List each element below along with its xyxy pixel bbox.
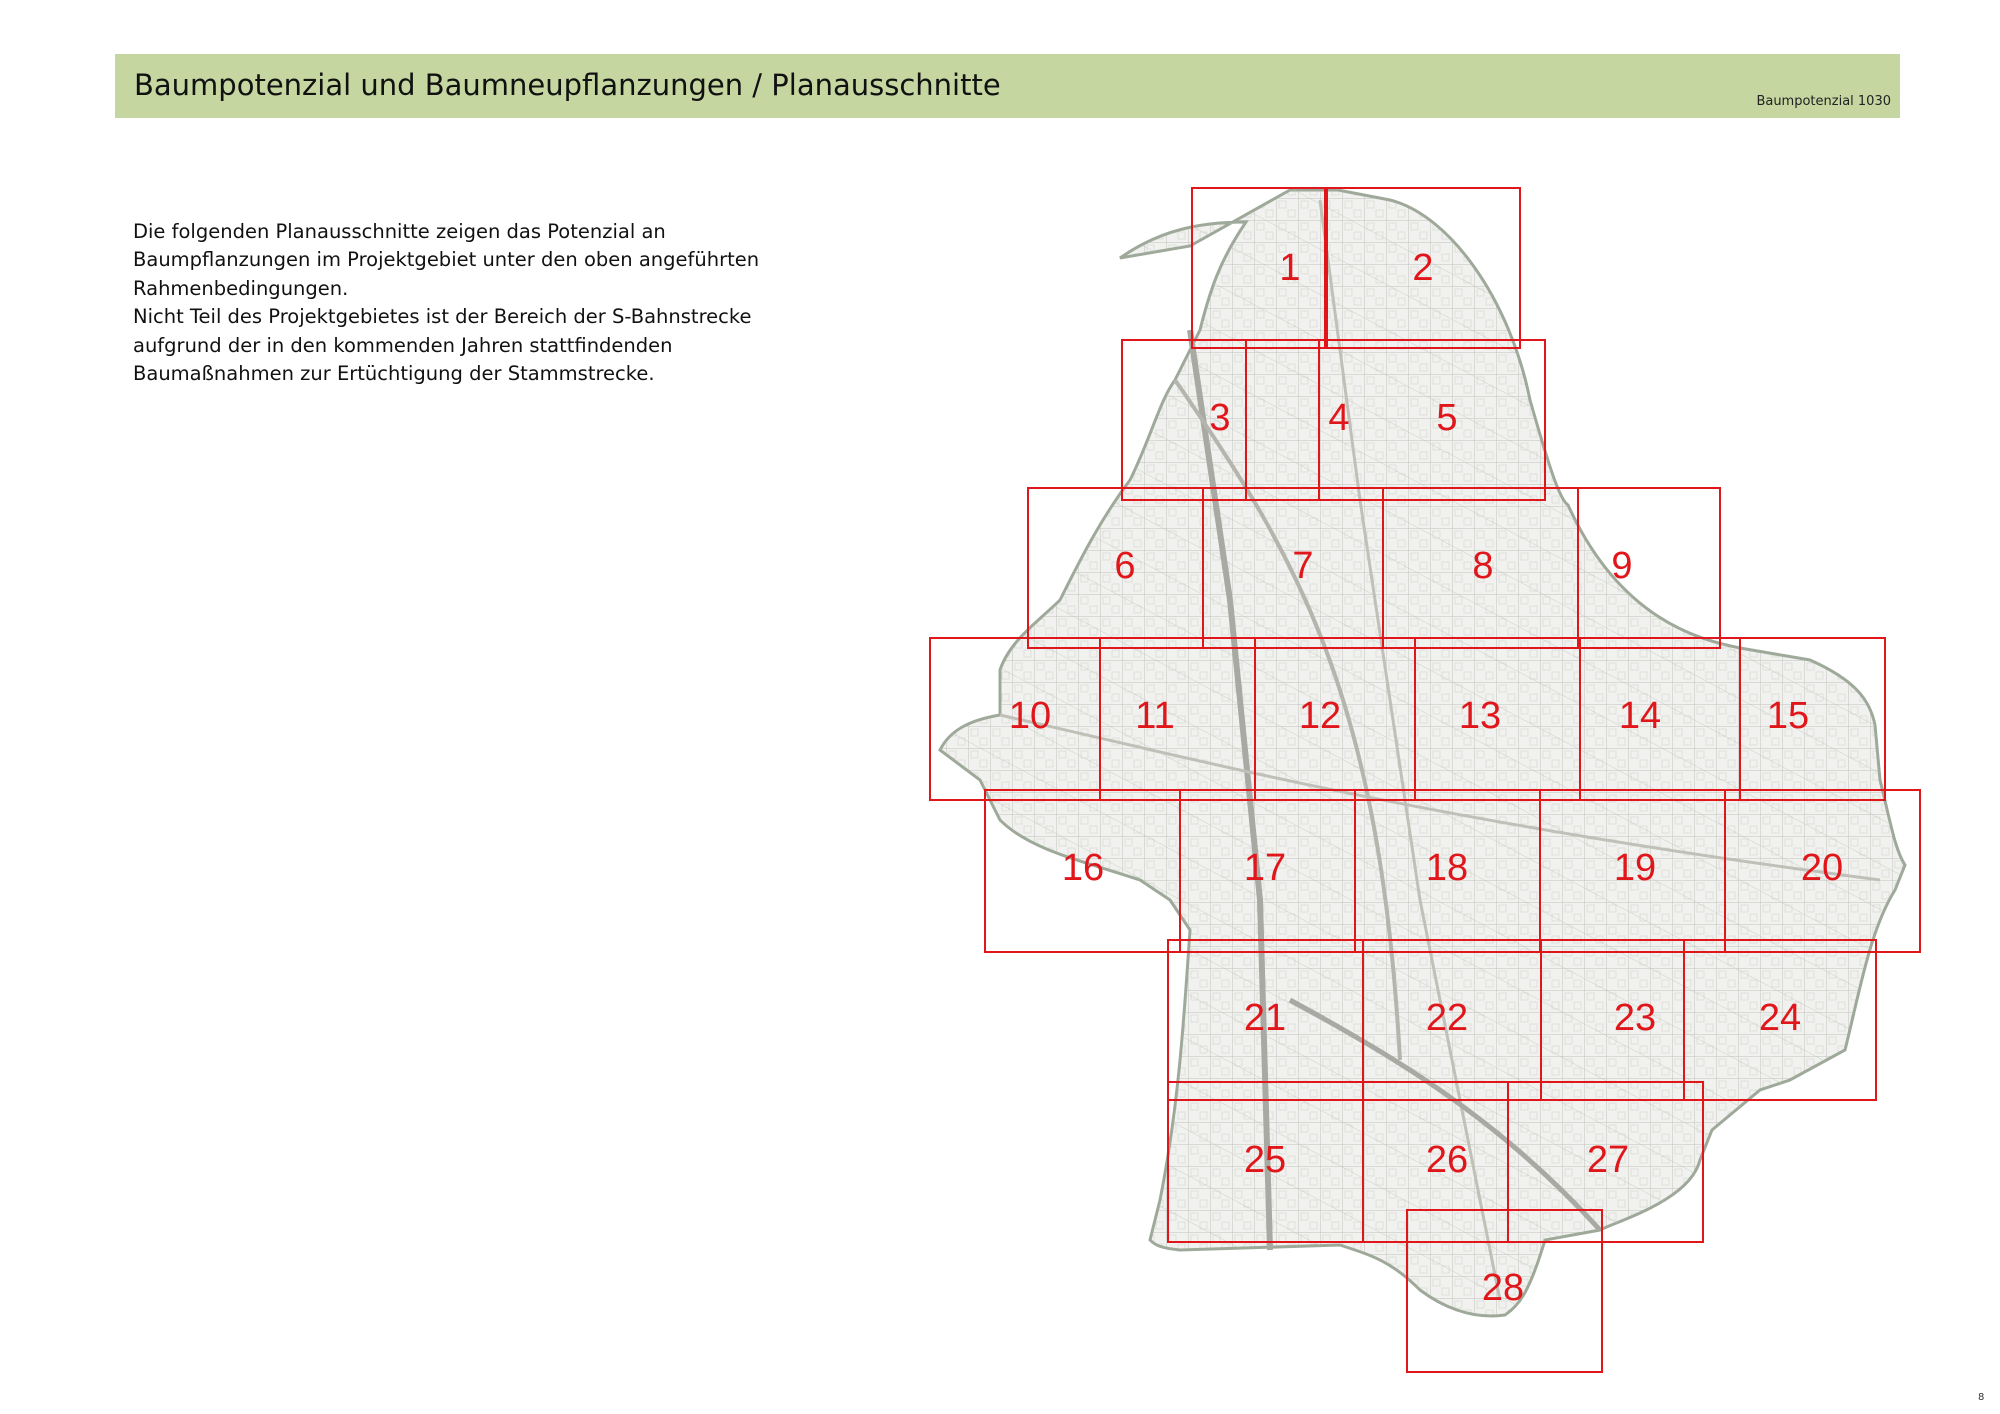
map-tile-label-16: 16 (1061, 847, 1105, 890)
map-tile-label-28: 28 (1481, 1267, 1525, 1310)
map-tile-label-20: 20 (1800, 847, 1844, 890)
map-tile-label-22: 22 (1425, 997, 1469, 1040)
map-tile-label-17: 17 (1243, 847, 1287, 890)
map-tile-label-25: 25 (1243, 1139, 1287, 1182)
map-tile-label-9: 9 (1611, 545, 1633, 588)
intro-paragraph-1: Die folgenden Planausschnitte zeigen das Potenzial an Baumpflanzungen im Projektgebiet unter den oben angeführten Rahmenbedingungen. (133, 220, 760, 300)
map-tile-label-7: 7 (1292, 545, 1314, 588)
map-tile-label-2: 2 (1412, 247, 1434, 290)
map-tile-label-23: 23 (1613, 997, 1657, 1040)
map-tile-label-6: 6 (1114, 545, 1136, 588)
map-tile-label-1: 1 (1279, 247, 1301, 290)
map-tile-label-27: 27 (1586, 1139, 1630, 1182)
map-tile-label-21: 21 (1243, 997, 1287, 1040)
map-tile-label-12: 12 (1298, 695, 1342, 738)
map-tile-label-5: 5 (1436, 397, 1458, 440)
map-tile-label-19: 19 (1613, 847, 1657, 890)
map-tile-label-10: 10 (1008, 695, 1052, 738)
map-tile-label-24: 24 (1758, 997, 1802, 1040)
map-tile-label-15: 15 (1766, 695, 1810, 738)
intro-paragraph-2: Nicht Teil des Projektgebietes ist der Bereich der S-Bahnstrecke aufgrund der in den kommenden Jahren stattfindenden Baumaßnahmen zur Ertüchtigung der Stammstrecke. (133, 305, 752, 386)
document-tag: Baumpotenzial 1030 (1756, 94, 1891, 109)
map-tile-label-13: 13 (1458, 695, 1502, 738)
map-tile-label-8: 8 (1472, 545, 1494, 588)
map-tile-label-4: 4 (1328, 397, 1350, 440)
page-title: Baumpotenzial und Baumneupflanzungen / Planausschnitte (134, 68, 1001, 102)
map-tile-label-3: 3 (1209, 397, 1231, 440)
map-tile-label-26: 26 (1425, 1139, 1469, 1182)
page-number: 8 (1978, 1392, 1985, 1403)
map-tile-label-18: 18 (1425, 847, 1469, 890)
map-tile-label-11: 11 (1135, 695, 1175, 738)
map-tile-label-14: 14 (1618, 695, 1662, 738)
